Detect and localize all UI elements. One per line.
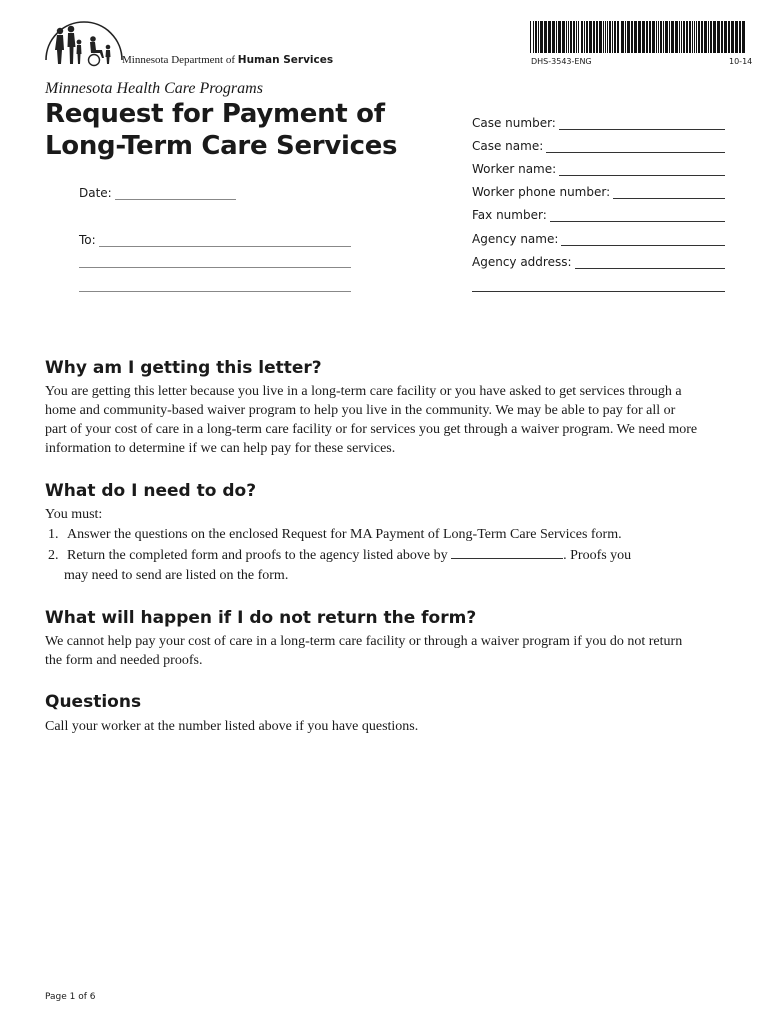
field-label: Agency address: (472, 255, 572, 269)
barcode-bar (552, 21, 555, 53)
to-field[interactable] (79, 233, 351, 247)
section-why-body (45, 382, 697, 458)
date-input-line[interactable] (115, 187, 236, 200)
barcode-bar (535, 21, 537, 53)
program-name: Minnesota Health Care Programs (45, 80, 263, 97)
field-input-line[interactable] (546, 140, 725, 153)
paragraph-line: We cannot help pay your cost of care in a long-term care facility or through a waiver program if you do not return (45, 634, 683, 649)
barcode-bar (686, 21, 688, 53)
barcode-bar (658, 21, 659, 53)
barcode-bar (530, 21, 531, 53)
barcode-bar (683, 21, 685, 53)
due-date-blank[interactable] (451, 546, 563, 559)
to-input-line-2[interactable] (79, 267, 351, 268)
barcode-bar (558, 21, 561, 53)
barcode-bar (584, 21, 585, 53)
list-item (45, 546, 631, 565)
barcode-bar (548, 21, 551, 53)
barcode-bar (652, 21, 655, 53)
field-label: Agency name: (472, 232, 559, 246)
barcode-bar (562, 21, 565, 53)
barcode-bar (621, 21, 624, 53)
barcode-bar (671, 21, 674, 53)
paragraph-line: information to determine if we can help pay for these services. (45, 441, 396, 456)
barcode-bar (617, 21, 619, 53)
barcode-bar (603, 21, 604, 53)
barcode-icon (530, 21, 748, 53)
barcode-bar (660, 21, 662, 53)
field-label: Worker phone number: (472, 185, 611, 199)
barcode-bar (544, 21, 547, 53)
barcode-bar (728, 21, 730, 53)
barcode-bar (698, 21, 700, 53)
paragraph-line: part of your cost of care in a long-term care facility or for services you get through a waiver program. We need more (45, 422, 698, 437)
section-questions-body: Call your worker at the number listed above if you have questions. (45, 719, 419, 734)
barcode-bar (576, 21, 577, 53)
barcode-bar (607, 21, 608, 53)
list-item (45, 525, 622, 544)
barcode-bar (605, 21, 606, 53)
dhs-people-logo-icon (42, 20, 128, 68)
barcode-bar (634, 21, 637, 53)
barcode-bar (694, 21, 695, 53)
barcode-bar (599, 21, 602, 53)
barcode-bar (612, 21, 613, 53)
barcode-bar (704, 21, 707, 53)
barcode-bar (665, 21, 668, 53)
section-heading-what: What do I need to do? (45, 481, 257, 501)
barcode-bar (681, 21, 682, 53)
barcode-bar (679, 21, 680, 53)
field-label: Fax number: (472, 208, 547, 222)
agency-address-line-2[interactable] (472, 291, 725, 292)
barcode-bar (614, 21, 616, 53)
department-bold: Human Services (237, 54, 334, 66)
section-heading-questions: Questions (45, 692, 142, 712)
barcode-bar (717, 21, 720, 53)
barcode-bar (649, 21, 651, 53)
field-input-line[interactable] (559, 163, 725, 176)
barcode-bar (566, 21, 567, 53)
paragraph-line: the form and needed proofs. (45, 653, 203, 668)
barcode-bar (573, 21, 575, 53)
barcode-bar (675, 21, 678, 53)
barcode-bar (721, 21, 723, 53)
barcode-bar (625, 21, 626, 53)
barcode-bar (692, 21, 693, 53)
date-label: Date: (79, 186, 112, 200)
field-input-line[interactable] (550, 209, 725, 222)
page-title (45, 98, 397, 162)
paragraph-line: home and community-based waiver program to help you live in the community. We may be able to pay for all or (45, 403, 676, 418)
field-input-line[interactable] (559, 117, 725, 130)
barcode-bar (724, 21, 727, 53)
barcode-bar (689, 21, 691, 53)
department-name (122, 54, 333, 66)
case-name-field[interactable] (472, 139, 725, 153)
field-input-line[interactable] (575, 256, 725, 269)
to-label: To: (79, 233, 96, 247)
agency-name-field[interactable] (472, 232, 725, 246)
list-text-after: . Proofs you (563, 548, 632, 563)
barcode-bar (631, 21, 633, 53)
list-item-continuation: may need to send are listed on the form. (64, 568, 289, 583)
field-label: Worker name: (472, 162, 557, 176)
barcode-bar (642, 21, 645, 53)
barcode-bar (710, 21, 712, 53)
agency-address-field[interactable] (472, 255, 725, 269)
worker-name-field[interactable] (472, 162, 725, 176)
barcode-bar (596, 21, 598, 53)
barcode-bar (627, 21, 630, 53)
worker-phone-field[interactable] (472, 185, 725, 199)
barcode-bar (731, 21, 734, 53)
to-input-line-1[interactable] (99, 234, 351, 247)
date-field[interactable] (79, 186, 236, 200)
section-heading-why: Why am I getting this letter? (45, 358, 322, 378)
barcode-bar (696, 21, 697, 53)
barcode-bar (701, 21, 703, 53)
fax-number-field[interactable] (472, 208, 725, 222)
barcode-bar (638, 21, 641, 53)
barcode-bar (570, 21, 572, 53)
case-number-field[interactable] (472, 116, 725, 130)
paragraph-line: You are getting this letter because you live in a long-term care facility or you have asked to get services through a (45, 384, 682, 399)
barcode-bar (708, 21, 709, 53)
list-number: 1. (48, 527, 59, 542)
revision-date: 10-14 (729, 57, 753, 66)
section-heading-not-return: What will happen if I do not return the form? (45, 608, 477, 628)
barcode-bar (540, 21, 543, 53)
list-text: Answer the questions on the enclosed Request for MA Payment of Long-Term Care Services form. (67, 527, 622, 542)
barcode-bar (593, 21, 595, 53)
barcode-bar (669, 21, 670, 53)
barcode-bar (609, 21, 611, 53)
barcode-bar (586, 21, 588, 53)
list-number: 2. (48, 548, 59, 563)
title-line-1: Request for Payment of (45, 99, 385, 129)
section-not-return-body (45, 632, 682, 670)
to-input-line-3[interactable] (79, 291, 351, 292)
field-label: Case name: (472, 139, 544, 153)
title-line-2: Long-Term Care Services (45, 131, 398, 161)
barcode-bar (735, 21, 738, 53)
department-prefix: Minnesota Department of (122, 54, 236, 66)
barcode-bar (581, 21, 583, 53)
barcode-bar (538, 21, 539, 53)
barcode-bar (663, 21, 664, 53)
field-label: Case number: (472, 116, 556, 130)
field-input-line[interactable] (561, 233, 725, 246)
form-code: DHS-3543-ENG (531, 57, 592, 66)
list-text: Return the completed form and proofs to the agency listed above by (67, 548, 448, 563)
barcode-bar (742, 21, 745, 53)
barcode-bar (739, 21, 741, 53)
barcode-bar (556, 21, 557, 53)
page-number: Page 1 of 6 (45, 992, 96, 1002)
barcode-bar (589, 21, 592, 53)
barcode-bar (713, 21, 716, 53)
barcode-bar (568, 21, 569, 53)
barcode-bar (578, 21, 579, 53)
field-input-line[interactable] (613, 186, 725, 199)
barcode-bar (656, 21, 657, 53)
barcode-bar (533, 21, 534, 53)
section-what-intro: You must: (45, 507, 103, 522)
barcode-bar (646, 21, 648, 53)
